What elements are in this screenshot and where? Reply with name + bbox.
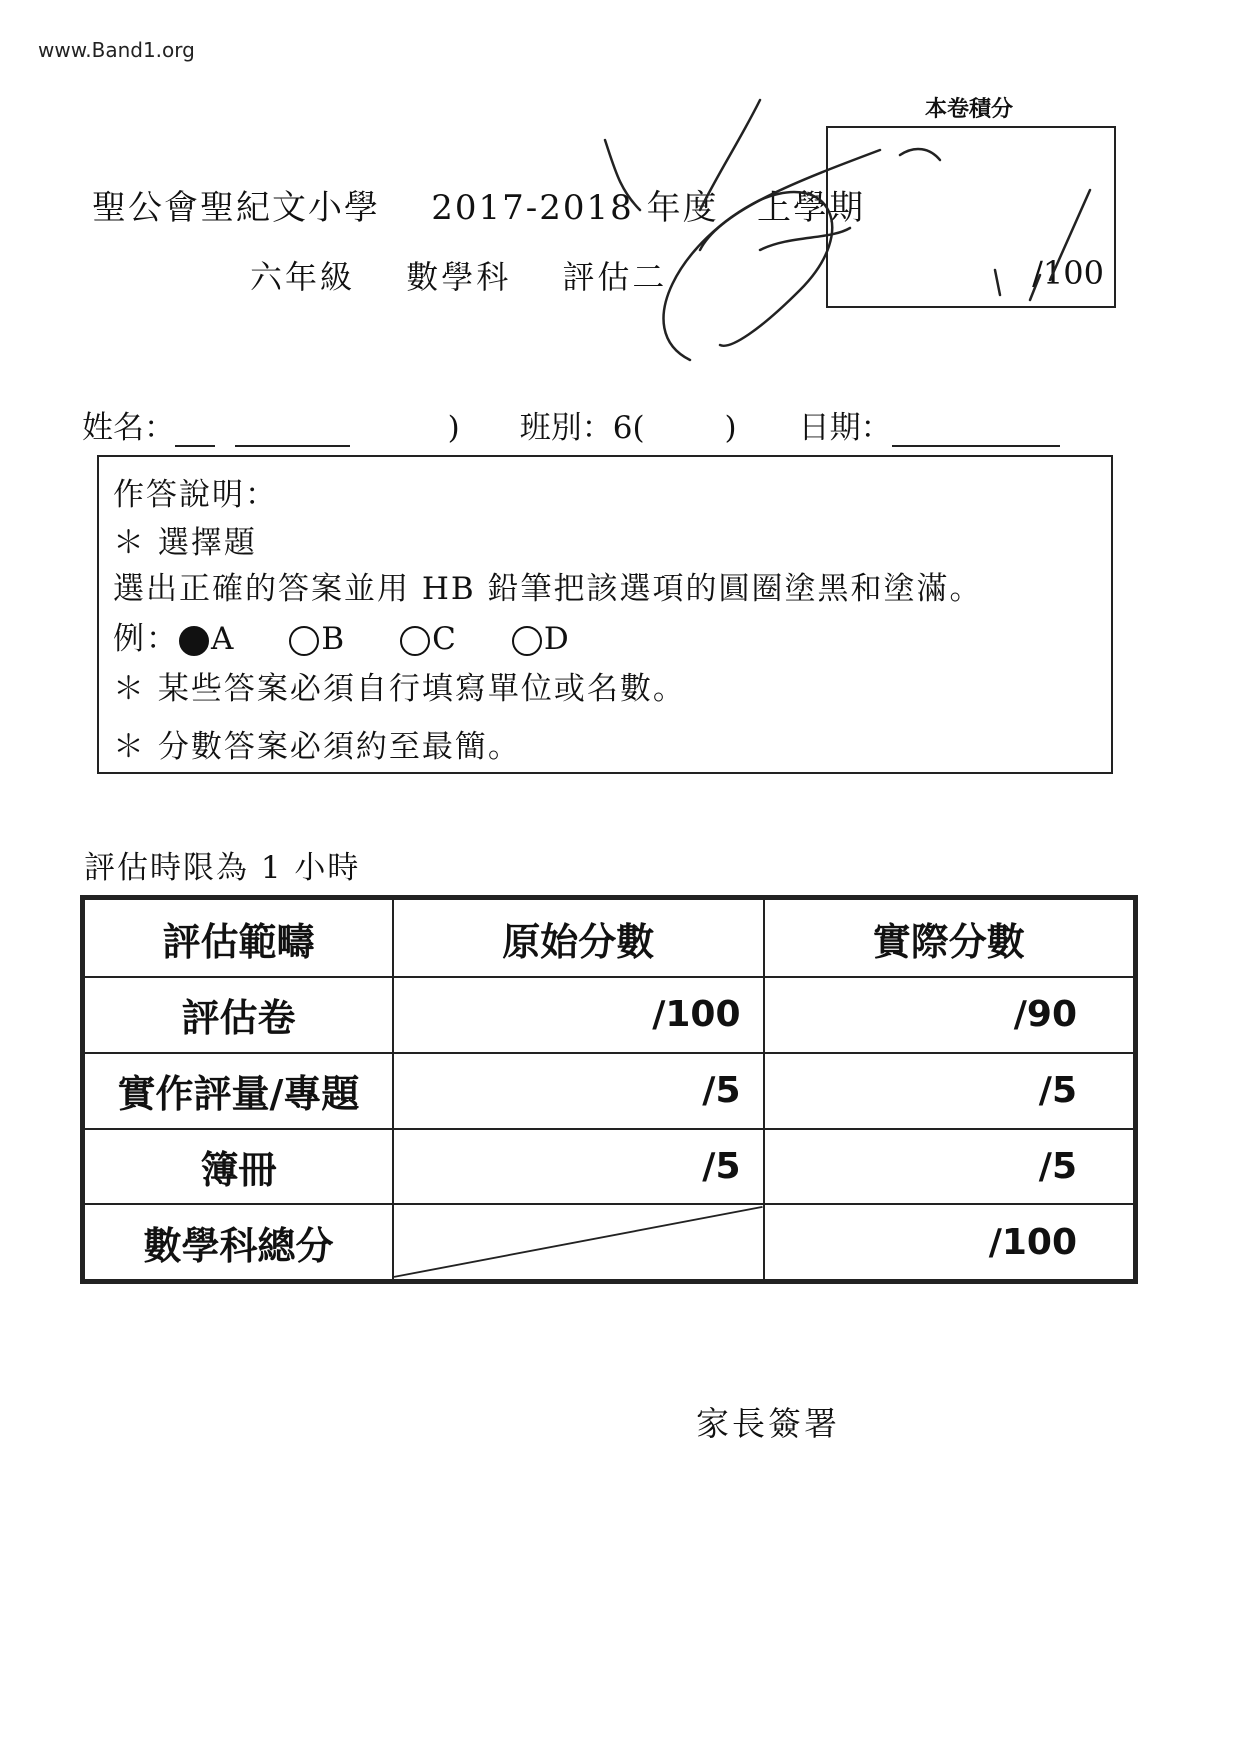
option-b: B [321,621,347,657]
mc-text: 選出正確的答案並用 HB 鉛筆把該選項的圓圈塗黑和塗滿。 [113,571,983,607]
filled-bubble-icon [179,626,209,656]
class-label: 班別：6( [519,410,645,446]
empty-bubble-icon [400,626,430,656]
school-year: 2017-2018 年度 [431,188,719,228]
score-table [80,895,1138,1284]
example-row [113,613,625,658]
empty-bubble-icon [512,626,542,656]
option-a: A [211,621,236,657]
row-actual[interactable]: /5 [764,1053,1135,1129]
row-raw[interactable]: /100 [393,977,764,1053]
header-raw: 原始分數 [393,899,764,977]
assessment-text: 評估二 [562,258,668,296]
score-box-total: /100 [1032,254,1104,292]
date-label: 日期： [798,410,892,446]
header-category: 評估範疇 [84,899,393,977]
parent-signature-label: 家長簽署 [696,1404,840,1443]
watermark-text: www.Band1.org [38,38,195,62]
row-category: 評估卷 [84,977,393,1053]
row-raw-crossed [393,1204,764,1280]
row-category: 實作評量/專題 [84,1053,393,1129]
mc-heading: ＊ 選擇題 [113,525,257,561]
option-c: C [432,621,458,657]
row-raw[interactable]: /5 [393,1129,764,1205]
diagonal-strike [394,1205,763,1279]
row-raw[interactable]: /5 [393,1053,764,1129]
table-row [84,1053,1134,1129]
note-units: ＊ 某些答案必須自行填寫單位或名數。 [113,671,686,707]
row-category: 數學科總分 [84,1204,393,1280]
class-close: ) [724,410,737,446]
row-actual[interactable]: /5 [764,1129,1135,1205]
table-row [84,977,1134,1053]
grade-text: 六年級 [250,258,356,296]
table-row [84,1204,1134,1280]
table-row [84,1129,1134,1205]
school-term: 上學期 [757,188,866,228]
score-box-label: 本卷積分 [925,96,1014,122]
empty-bubble-icon [289,626,319,656]
row-actual[interactable]: /90 [764,977,1135,1053]
school-name: 聖公會聖紀文小學 [92,188,380,228]
header-actual: 實際分數 [764,899,1135,977]
note-fraction: ＊ 分數答案必須約至最簡。 [113,729,521,765]
instructions-title: 作答說明： [113,477,278,513]
example-label: 例： [113,621,179,657]
option-d: D [543,621,571,657]
row-category: 簿冊 [84,1129,393,1205]
name-close: ) [447,410,460,446]
time-limit: 評估時限為 1 小時 [84,850,361,886]
subject-text: 數學科 [406,258,512,296]
table-header-row [84,899,1134,977]
row-actual[interactable]: /100 [764,1204,1135,1280]
name-label: 姓名： [82,410,175,446]
handwritten-scribble [0,0,1240,600]
